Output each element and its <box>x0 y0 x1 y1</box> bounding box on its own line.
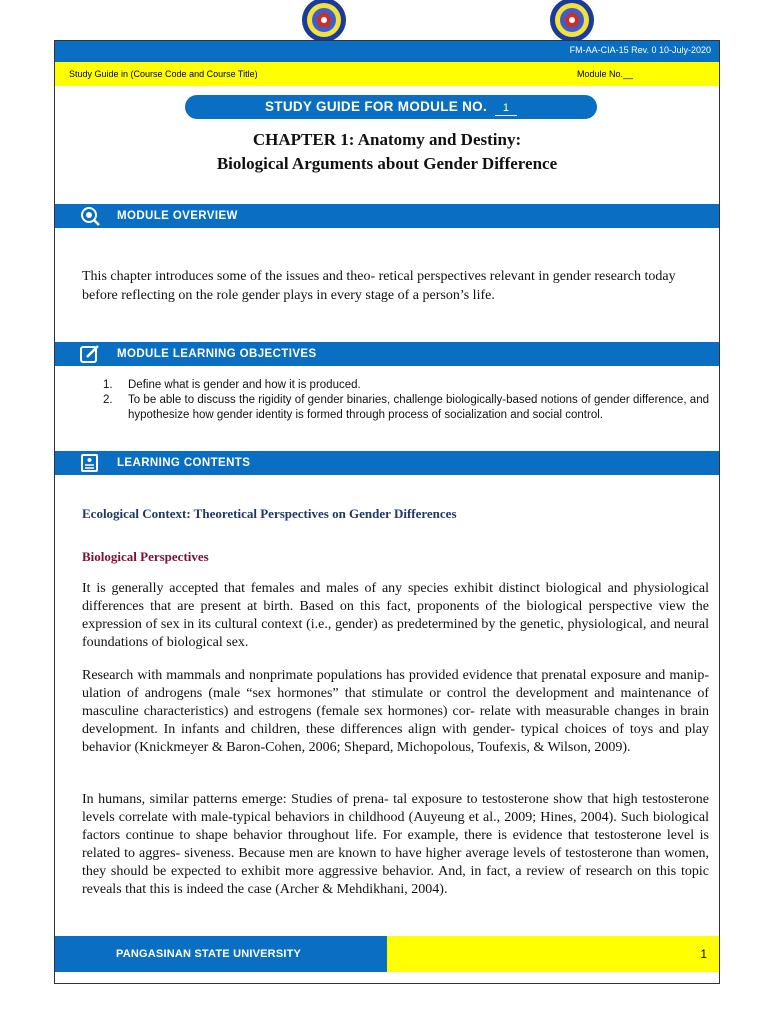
page-number: 1 <box>700 947 707 961</box>
objective-item <box>103 378 709 393</box>
footer-yellow-bar <box>387 936 719 972</box>
chapter-title-line2: Biological Arguments about Gender Difference <box>216 154 558 173</box>
body-paragraph-2: Research with mammals and nonprimate populations has provided evidence that prenatal exposure and manip- ulation of androgens (male “sex hormones” that stimulate or control the development and maintenance of masculine characteristics) and estrogens (female sex hormones) cor- relate with measurable changes in brain development. In infants and children, these differences align with gender- typical choices of toys and play behavior (Knickmeyer & Baron-Cohen, 2006; Shepard, Michopolous, Toufexis, & Wilson, 2009). <box>82 668 709 755</box>
module-banner <box>185 95 597 119</box>
chapter-title-line1: CHAPTER 1: Anatomy and Destiny: <box>252 130 522 149</box>
objective-item <box>103 393 709 423</box>
module-no-label: Module No.__ <box>577 69 634 79</box>
header-blue-bar <box>55 41 719 62</box>
module-banner-label: STUDY GUIDE FOR MODULE NO. <box>264 99 488 114</box>
objective-number: 2. <box>103 394 113 406</box>
learning-contents-label: LEARNING CONTENTS <box>117 457 251 469</box>
module-overview-text: This chapter introduces some of the issues and theo- retical perspectives relevant in gender research today before reflecting on the role gender plays in every stage of a person’s life. <box>82 269 676 303</box>
magnifier-icon <box>79 206 101 226</box>
footer-blue-bar <box>55 936 387 972</box>
form-code: FM-AA-CIA-15 Rev. 0 10-July-2020 <box>569 45 711 55</box>
edit-icon <box>79 344 101 364</box>
chapter-title <box>55 128 719 176</box>
module-objectives-bar <box>55 342 719 366</box>
biological-perspectives-heading: Biological Perspectives <box>82 549 209 564</box>
objectives-list <box>103 378 709 423</box>
study-guide-course-label: Study Guide in (Course Code and Course Title) <box>69 69 258 79</box>
objective-text: To be able to discuss the rigidity of gender binaries, challenge biologically-based notions of gender difference, and hypothesize how gender identity is formed through process of socialization and social control. <box>128 394 709 421</box>
module-banner-number: 1 <box>495 101 517 116</box>
document-icon <box>79 453 101 473</box>
module-overview-label: MODULE OVERVIEW <box>117 210 238 222</box>
module-objectives-label: MODULE LEARNING OBJECTIVES <box>117 348 317 360</box>
learning-contents-bar <box>55 451 719 475</box>
body-paragraph-1: It is generally accepted that females and males of any species exhibit distinct biological and physiological differences that are present at birth. Based on this fact, proponents of the biological perspective view the expression of sex in its cultural context (i.e., gender) as predetermined by the genetic, physiological, and neural foundations of biological sex. <box>82 581 709 650</box>
university-name: PANGASINAN STATE UNIVERSITY <box>116 948 302 960</box>
objective-number: 1. <box>103 379 113 391</box>
body-paragraph-3: In humans, similar patterns emerge: Studies of prena- tal exposure to testosterone show that high testosterone levels correlate with male-typical behaviors in childhood (Auyeung et al., 2009; Hines, 2004). Such biological factors continue to shape behavior throughout life. For example, there is evidence that testosterone level is related to aggres- siveness. Because men are known to have higher average levels of testosterone than women, they should be expected to exhibit more aggressive behavior. And, in fact, a review of research on this topic reveals that this is indeed the case (Archer & Mehdikhani, 2004). <box>82 792 709 897</box>
ecological-context-heading: Ecological Context: Theoretical Perspectives on Gender Differences <box>82 506 457 521</box>
header-yellow-bar <box>55 62 719 86</box>
objective-text: Define what is gender and how it is produced. <box>128 379 361 391</box>
module-overview-bar <box>55 204 719 228</box>
